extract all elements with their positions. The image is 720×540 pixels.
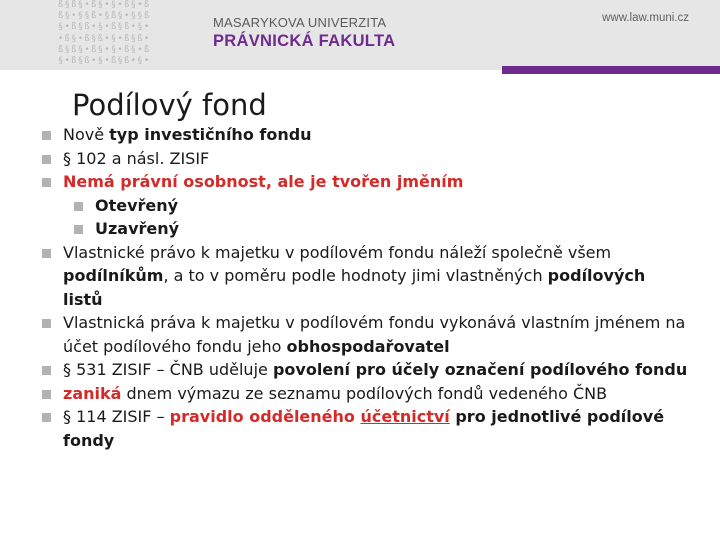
square-bullet-icon (42, 249, 51, 258)
accent-bar (502, 66, 720, 74)
square-bullet-icon (42, 413, 51, 422)
slide-header (0, 0, 720, 70)
square-bullet-icon (42, 390, 51, 399)
square-bullet-icon (74, 202, 83, 211)
square-bullet-icon (42, 366, 51, 375)
square-bullet-icon (42, 319, 51, 328)
bullet-item: Vlastnické právo k majetku v podílovém fondu náleží společně všem podílníkům, a to v poměru podle hodnoty jimi vlastněných podílových listů (0, 241, 690, 312)
faculty-name: PRÁVNICKÁ FAKULTA (213, 32, 396, 50)
sub-bullet-item: Otevřený (0, 194, 690, 218)
bullet-item: § 114 ZISIF – pravidlo odděleného účetnictví pro jednotlivé podílové fondy (0, 405, 690, 452)
bullet-item: zaniká dnem výmazu ze seznamu podílových fondů vedeného ČNB (0, 382, 690, 406)
slide-title: Podílový fond (72, 88, 267, 122)
sub-bullet-item: Uzavřený (0, 217, 690, 241)
bullet-item: Nemá právní osobnost, ale je tvořen jměním (0, 170, 690, 194)
bullet-list (0, 123, 690, 452)
bullet-item: § 531 ZISIF – ČNB uděluje povolení pro účely označení podílového fondu (0, 358, 690, 382)
bullet-item: Nově typ investičního fondu (0, 123, 690, 147)
square-bullet-icon (42, 155, 51, 164)
square-bullet-icon (74, 225, 83, 234)
faculty-url: www.law.muni.cz (602, 12, 689, 24)
square-bullet-icon (42, 131, 51, 140)
university-name: MASARYKOVA UNIVERZITA (213, 15, 387, 30)
university-logo-pattern: ß§ß§•ß§•§•ß§•ß ß§•§§ß•§ß§•§§ß §•ß§ß•§•ß§ß•§• •ß§•ß§ß•§•ß§ß• ß§ß§•ß§•§•ß§•ß §•ß§ß•§•ß§ß•§• (58, 0, 151, 67)
bullet-item: § 102 a násl. ZISIF (0, 147, 690, 171)
square-bullet-icon (42, 178, 51, 187)
bullet-item: Vlastnická práva k majetku v podílovém fondu vykonává vlastním jménem na účet podílového fondu jeho obhospodařovatel (0, 311, 690, 358)
